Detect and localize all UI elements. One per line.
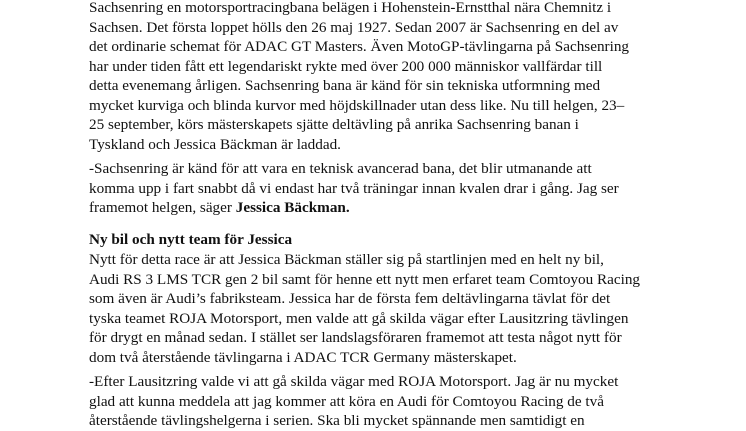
body-paragraph — [89, 250, 729, 367]
speaker-name: Jessica Bäckman. — [235, 199, 350, 216]
paragraph-line-with-speaker — [89, 198, 729, 218]
paragraph-line: -Efter Lausitzring valde vi att gå skilda vägar med ROJA Motorsport. Jag är nu mycket — [89, 373, 619, 390]
paragraph-line: som även är Audi’s fabriksteam. Jessica har de första fem deltävlingarna tävlat för det — [89, 290, 611, 307]
section-heading-text: Ny bil och nytt team för Jessica — [89, 231, 293, 248]
paragraph-line: komma upp i fart snabbt då vi endast har två träningar innan kvalen drar i gång. Jag ser — [89, 179, 619, 197]
paragraph-line: Sachsenring en motorsportracingbana belägen i Hohenstein-Ernstthal nära Chemnitz i — [89, 0, 612, 16]
paragraph-line: Tyskland och Jessica Bäckman är laddad. — [89, 135, 341, 153]
quote-attribution-text: framemot helgen, säger — [89, 199, 236, 216]
intro-paragraph — [89, 0, 729, 154]
paragraph-line: har under tiden fått ett legendariskt rykte med över 200 000 människor vallfärdar till — [89, 57, 603, 75]
paragraph-line: detta evenemang årligen. Sachsenring bana är känd för sin tekniska utformning med — [89, 77, 601, 94]
paragraph-line: 25 september, körs mästerskapets sjätte deltävling på anrika Sachsenring banan i — [89, 116, 579, 133]
paragraph-line: Audi RS 3 LMS TCR gen 2 bil samt för henne ett nytt men erfaret team Comtoyou Racing — [89, 270, 641, 288]
paragraph-line: tyska teamet ROJA Motorsport, men valde att gå skilda vägar efter Lausitzring tävlingen — [89, 309, 629, 327]
paragraph-line: -Sachsenring är känd för att vara en teknisk avancerad bana, det blir utmanande att — [89, 160, 592, 177]
section-heading — [89, 230, 729, 250]
paragraph-line: glad att kunna meddela att jag kommer att köra en Audi för Comtoyou Racing de två — [89, 392, 604, 410]
paragraph-line: för drygt en månad sedan. I stället ser landslagsföraren framemot att testa något nytt för — [89, 329, 622, 346]
quote-paragraph-1 — [89, 159, 729, 218]
paragraph-line: det ordinarie schemat för ADAC GT Masters. Även MotoGP-tävlingarna på Sachsenring — [89, 38, 630, 55]
quote-paragraph-2 — [89, 372, 729, 431]
paragraph-line: återstående tävlingshelgerna i serien. Ska bli mycket spännande men samtidigt en — [89, 412, 585, 429]
paragraph-line: Sachsen. Det första loppet hölls den 26 maj 1927. Sedan 2007 är Sachsenring en del av — [89, 18, 619, 36]
paragraph-line: mycket kurviga och blinda kurvor med höjdskillnader utan dess like. Nu till helgen, 23– — [89, 96, 625, 114]
paragraph-line: dom två återstående tävlingarna i ADAC TCR Germany mästerskapet. — [89, 348, 517, 366]
paragraph-line: Nytt för detta race är att Jessica Bäckman ställer sig på startlinjen med en helt ny bil, — [89, 251, 604, 268]
